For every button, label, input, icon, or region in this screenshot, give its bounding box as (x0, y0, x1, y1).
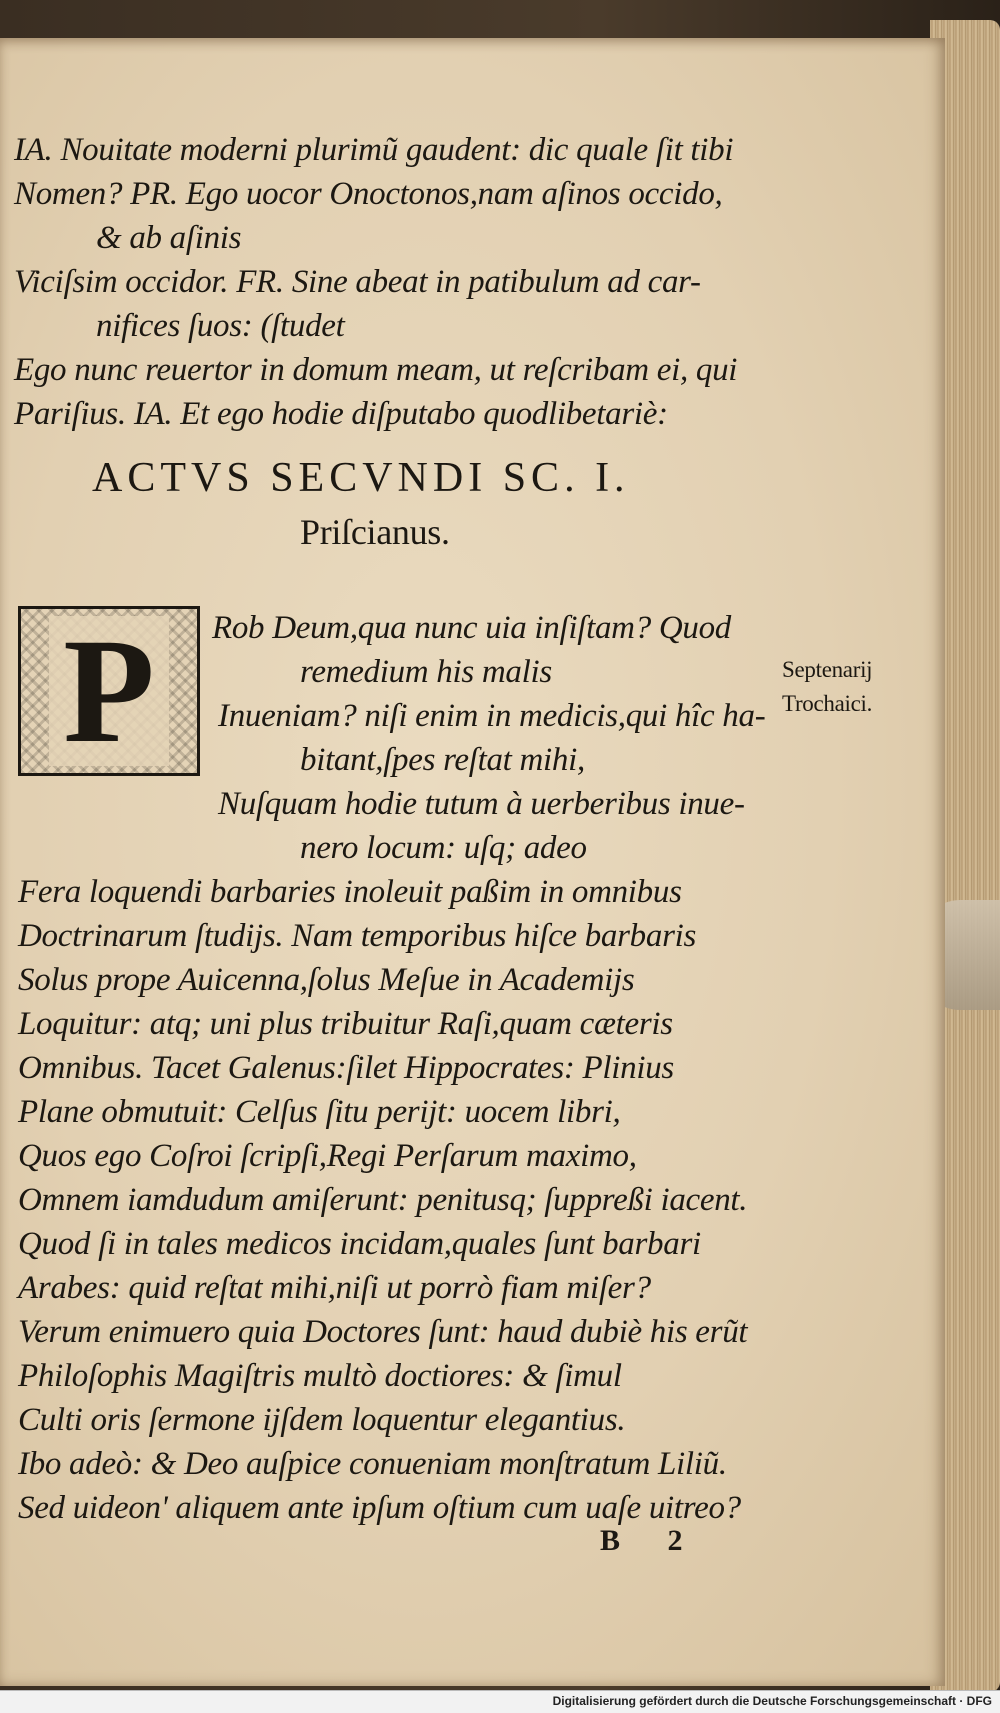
text-line: Omnibus. Tacet Galenus:ſilet Hippocrates: Plinius (18, 1050, 674, 1086)
text-line: Ibo adeò: & Deo auſpice conueniam monſtratum Liliũ. (18, 1446, 727, 1482)
text-line: Fera loquendi barbaries inoleuit paßim in omnibus (18, 874, 682, 910)
text-line: Inueniam? niſi enim in medicis,qui hîc ha- (218, 698, 766, 734)
book-page (0, 38, 945, 1686)
text-line: Quod ſi in tales medicos incidam,quales ſunt barbari (18, 1226, 701, 1262)
text-line: Ego nunc reuertor in domum meam, ut reſcribam ei, qui (14, 352, 738, 388)
text-line: Arabes: quid reſtat mihi,niſi ut porrò fiam miſer? (18, 1270, 651, 1306)
margin-note-line: Septenarij (782, 657, 873, 682)
text-line: nifices ſuos: (ſtudet (96, 308, 345, 344)
text-line: Philoſophis Magiſtris multò doctiores: & ſimul (18, 1358, 622, 1394)
act-heading: ACTVS SECVNDI SC. I. (92, 455, 630, 501)
text-line: Doctrinarum ſtudijs. Nam temporibus hiſce barbaris (18, 918, 697, 954)
text-line: & ab aſinis (96, 220, 242, 256)
page-text (0, 38, 945, 1686)
text-line: Verum enimuero quia Doctores ſunt: haud dubiè his erũt (18, 1314, 748, 1350)
margin-note-line: Trochaici. (782, 691, 873, 716)
text-line: Sed uideon' aliquem ante ipſum oſtium cum uaſe uitreo? (18, 1490, 741, 1526)
text-line: nero locum: uſq; adeo (300, 830, 587, 866)
text-line: Solus prope Auicenna,ſolus Meſue in Academijs (18, 962, 635, 998)
digitization-footer (0, 1690, 1000, 1713)
text-line: remedium his malis (300, 654, 552, 690)
footer-credit: Digitalisierung gefördert durch die Deutsche Forschungsgemeinschaft · DFG (552, 1694, 992, 1708)
text-line: bitant,ſpes reſtat mihi, (300, 742, 585, 778)
text-line: Rob Deum,qua nunc uia inſiſtam? Quod (212, 610, 731, 646)
text-line: Loquitur: atq; uni plus tribuitur Raſi,quam cæteris (18, 1006, 673, 1042)
text-line: Nuſquam hodie tutum à uerberibus inue- (218, 786, 745, 822)
speaker-heading: Priſcianus. (300, 512, 450, 552)
initial-letter: P (49, 616, 169, 766)
text-line: Omnem iamdudum amiſerunt: penitusq; ſuppreßi iacent. (18, 1182, 748, 1218)
text-line: Quos ego Coſroi ſcripſi,Regi Perſarum maximo, (18, 1138, 637, 1174)
text-line: IA. Nouitate moderni plurimũ gaudent: dic quale ſit tibi (14, 132, 734, 168)
text-line: Nomen? PR. Ego uocor Onoctonos,nam aſinos occido, (14, 176, 723, 212)
text-line: Viciſsim occidor. FR. Sine abeat in patibulum ad car- (14, 264, 701, 300)
decorated-initial (18, 606, 200, 776)
signature-mark: B 2 (600, 1524, 703, 1557)
text-line: Culti oris ſermone ijſdem loquentur elegantius. (18, 1402, 626, 1438)
text-line: Pariſius. IA. Et ego hodie diſputabo quodlibetariè: (14, 396, 668, 432)
text-line: Plane obmutuit: Celſus ſitu perijt: uocem libri, (18, 1094, 621, 1130)
